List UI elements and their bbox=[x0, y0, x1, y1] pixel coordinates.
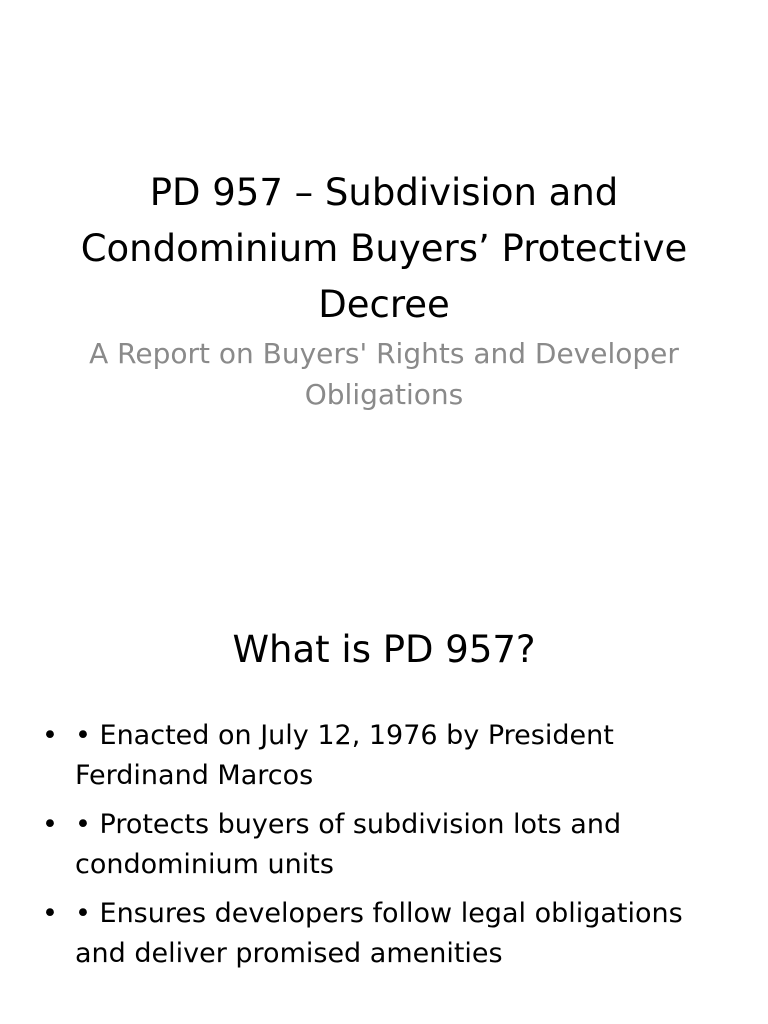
bullet-item bbox=[38, 805, 728, 885]
bullet-text: • Enacted on July 12, 1976 by President Ferdinand Marcos bbox=[75, 720, 614, 791]
bullet-item bbox=[38, 894, 728, 974]
slide-title: PD 957 – Subdivision and Condominium Buyers’ Protective Decree bbox=[80, 171, 688, 326]
bullet-marker: • bbox=[42, 809, 58, 840]
bullet-text: • Ensures developers follow legal obligations and deliver promised amenities bbox=[75, 898, 683, 969]
bullet-marker: • bbox=[42, 720, 58, 751]
bullet-text: • Protects buyers of subdivision lots and condominium units bbox=[75, 809, 622, 880]
bullet-marker: • bbox=[42, 898, 58, 929]
bullet-item bbox=[38, 716, 728, 796]
slide-heading: What is PD 957? bbox=[232, 628, 536, 671]
bullet-list bbox=[38, 716, 728, 983]
slide-subtitle: A Report on Buyers' Rights and Developer Obligations bbox=[89, 337, 679, 411]
content-slide bbox=[0, 512, 768, 1024]
